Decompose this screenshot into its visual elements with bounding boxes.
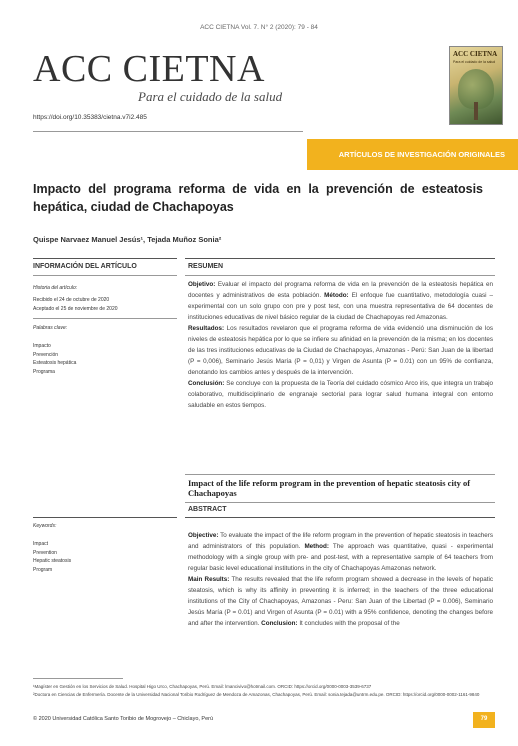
method-text: The approach was quantitative, quasi - experimental methodology with a single group with pre- and post-test, with a representative sample of 64 teachers from regular basic level educational institutions in the city of Chachapoyas Amazonas network. bbox=[188, 543, 493, 572]
divider bbox=[185, 517, 495, 518]
journal-cover-image bbox=[449, 46, 503, 125]
divider bbox=[185, 474, 495, 475]
divider bbox=[185, 258, 495, 259]
resultados-label: Resultados: bbox=[188, 325, 225, 332]
resultados-text: Los resultados revelaron que el programa reforma de vida evidenció una disminución de los niveles de esteatosis hepática por lo que se infiere su afinidad en la prevención de la misma; en los docentes de las tres instituciones educativas de la Ciudad de Chachapoyas, Amazonas - Perú: San Juan de la libertad (P = 0,006), Seminario Jesús María (P = 0,01) y Virgen de Asunta (P = 0.01) con un 95% de confianza, denotando los cambios antes y después de la intervención. bbox=[188, 325, 493, 376]
keyword: Programa bbox=[33, 368, 55, 375]
objetivo-text: Evaluar el impacto del programa reforma de vida en la prevención de la esteatosis hepática en docentes y administrativos de esta población. bbox=[188, 281, 493, 299]
history-label: Historia del artículo: bbox=[33, 285, 78, 291]
metodo-text: El enfoque fue cuantitativo, metodología cuasi – experimental con un solo grupo con pre y post test, con una muestra representativa de 64 docentes de instituciones educativas de nivel básico regular de la ciudad de Chachapoyas red Amazonas. bbox=[188, 292, 494, 321]
method-label: Method: bbox=[304, 543, 329, 550]
info-heading: INFORMACIÓN DEL ARTÍCULO bbox=[33, 263, 137, 270]
abstract-heading: ABSTRACT bbox=[188, 506, 227, 513]
divider bbox=[185, 502, 495, 503]
objetivo-label: Objetivo: bbox=[188, 281, 216, 288]
accepted-date: Aceptado el 25 de noviembre de 2020 bbox=[33, 306, 118, 312]
received-date: Recibido el 24 de octubre de 2020 bbox=[33, 297, 110, 303]
keyword-en: Program bbox=[33, 566, 53, 573]
keywords-label: Palabras clave: bbox=[33, 325, 68, 331]
cover-subtitle: Para el cuidado de la salud bbox=[453, 60, 496, 64]
article-authors: Quispe Narvaez Manuel Jesús¹, Tejada Muñoz Sonia² bbox=[33, 235, 222, 244]
page-number-badge bbox=[473, 712, 495, 728]
page-number: 79 bbox=[480, 716, 488, 722]
conclusion-en-text: It concludes with the proposal of the bbox=[299, 620, 400, 627]
keyword: Esteatosis hepática bbox=[33, 360, 77, 366]
keyword: Impacto bbox=[33, 343, 51, 349]
footnote-2: ²Doctora en Ciencias de Enfermería. Docente de la Universidad Nacional Toribio Rodríguez de Mendoza de Amazonas, Chachapoyas, Perú. Email: sonia.tejada@untrm.edu.pe. ORCID: https://orcid.org/0000-0002-1161-9840 bbox=[33, 692, 480, 697]
header-divider bbox=[33, 131, 303, 132]
objective-label: Objective: bbox=[188, 532, 219, 539]
footnote-divider bbox=[33, 678, 123, 679]
section-label: ARTÍCULOS DE INVESTIGACIÓN ORIGINALES bbox=[338, 150, 505, 159]
divider bbox=[33, 318, 177, 319]
running-head: ACC CIETNA Vol. 7. N° 2 (2020): 79 - 84 bbox=[200, 24, 318, 31]
results-text: The results revealed that the life reform program showed a decrease in the levels of hepatic steatosis, which is why its affinity in preventing it is inferred; in the teachers of the three educational institutions of the City of Chachapoyas, Amazonas - Peru: San Juan of the Libertad (P = 0.006), Seminario Jesús María (P = 0.01) and Virgen of Asunta (P = 0.01) with a 95% confidence, denoting the changes before and after the intervention. bbox=[188, 576, 493, 627]
resumen-body bbox=[188, 279, 493, 411]
keyword: Prevención bbox=[33, 351, 59, 358]
divider bbox=[33, 258, 177, 259]
copyright: © 2020 Universidad Católica Santo Toribio de Mogrovejo – Chiclayo, Perú bbox=[33, 716, 214, 722]
conclusion-label: Conclusión: bbox=[188, 380, 225, 387]
abstract-body bbox=[188, 530, 493, 671]
keyword-en: Impact bbox=[33, 541, 49, 547]
journal-logo: ACC CIETNA bbox=[33, 48, 265, 90]
divider bbox=[33, 275, 177, 276]
keywords-en-label: Keywords: bbox=[33, 523, 57, 529]
metodo-label: Método: bbox=[324, 292, 349, 299]
doi-link[interactable]: https://doi.org/10.35383/cietna.v7i2.485 bbox=[33, 114, 147, 121]
conclusion-text: Se concluye con la propuesta de la Teoría del cuidado cósmico Arco iris, que integra un trabajo colaborativo, multidisciplinario de engranaje sectorial para lograr salud humana integral con entorno saludable en estos tiempos. bbox=[188, 380, 493, 409]
cover-title: ACC CIETNA bbox=[453, 50, 498, 58]
objective-text: To evaluate the impact of the life reform program in the prevention of hepatic steatosis in teachers and administrators of this population. bbox=[188, 532, 493, 550]
results-label: Main Results: bbox=[188, 576, 230, 583]
section-banner bbox=[307, 139, 518, 170]
conclusion-en-label: Conclusion: bbox=[261, 620, 298, 627]
tree-trunk bbox=[474, 102, 478, 120]
resumen-heading: RESUMEN bbox=[188, 263, 224, 270]
english-title: Impact of the life reform program in the prevention of hepatic steatosis city of Chachapoyas bbox=[188, 478, 471, 498]
journal-tagline: Para el cuidado de la salud bbox=[138, 89, 283, 104]
keyword-en: Prevention bbox=[33, 549, 57, 556]
keyword-en: Hepatic steatosis bbox=[33, 558, 72, 564]
article-title: Impacto del programa reforma de vida en la prevención de esteatosis hepática, ciudad de Chachapoyas bbox=[33, 182, 483, 214]
footnote-1: ¹Magíster en Gestión en los Servicios de Salud. Hospital Higo Urco, Chachapoyas, Perú. Email: lmancivivo@hotmail.com. ORCID: https://orcid.org/0000-0003-3539-6737 bbox=[33, 684, 372, 689]
divider bbox=[33, 517, 177, 518]
divider bbox=[185, 275, 495, 276]
